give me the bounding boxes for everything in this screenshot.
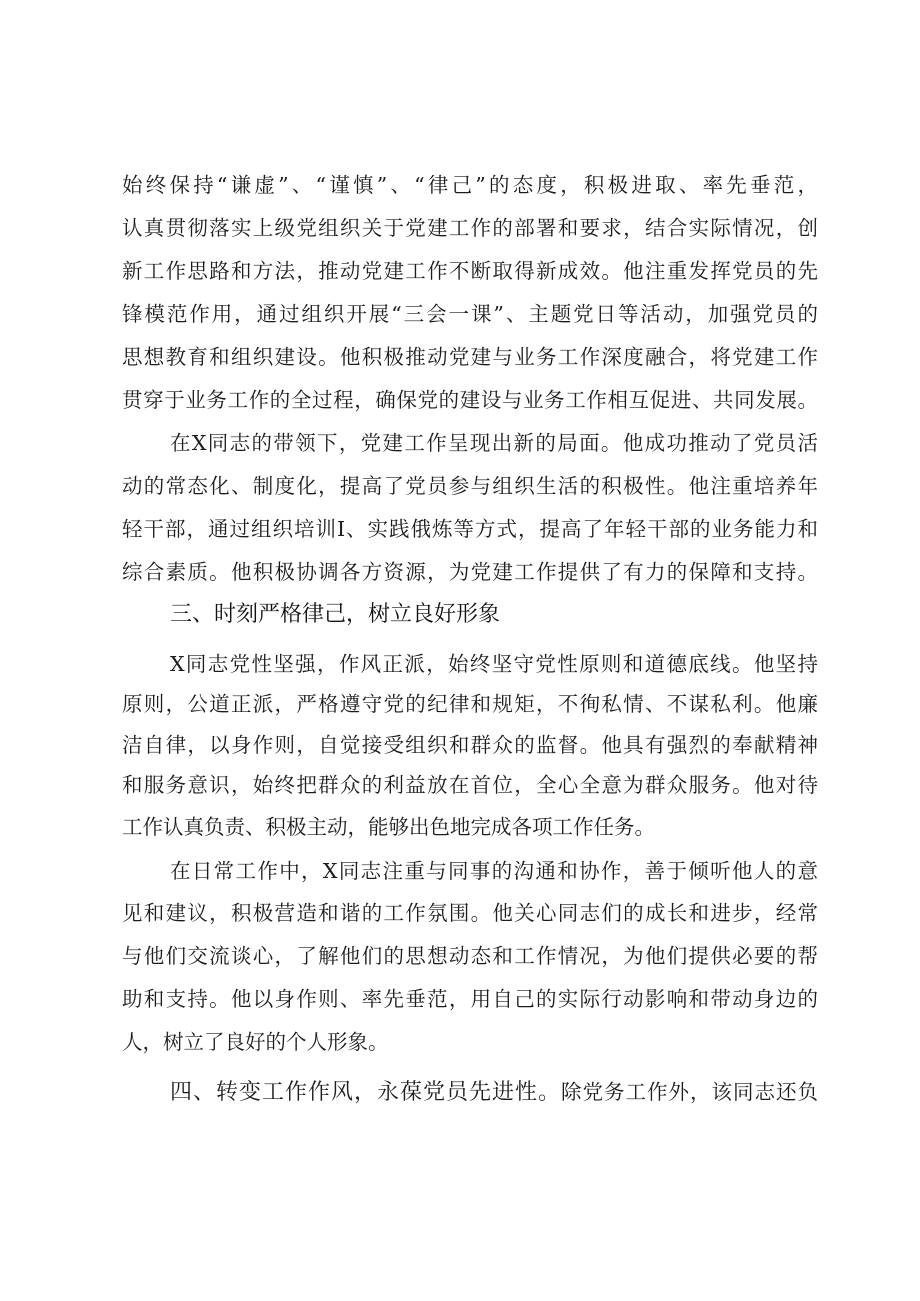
section-heading: 四、转变工作作风，永葆党员先进性。 bbox=[170, 1080, 561, 1105]
paragraph-line: X同志党性坚强，作风正派，始终坚守党性原则和道德底线。他坚持 bbox=[170, 652, 818, 676]
paragraph-line: 助和支持。他以身作则、率先垂范，用自己的实际行动影响和带动身边的 bbox=[122, 987, 818, 1011]
paragraph-line: 认真贯彻落实上级党组织关于党建工作的部署和要求，结合实际情况，创 bbox=[122, 216, 818, 240]
paragraph-line: 始终保持“谦虚”、“谨慎”、“律己”的态度，积极进取、率先垂范， bbox=[122, 173, 818, 197]
paragraph-line: 与他们交流谈心，了解他们的思想动态和工作情况，为他们提供必要的帮 bbox=[122, 944, 818, 968]
paragraph-line: 和服务意识，始终把群众的利益放在首位，全心全意为群众服务。他对待 bbox=[122, 773, 818, 797]
paragraph-line: 贯穿于业务工作的全过程，确保党的建设与业务工作相互促进、共同发展。 bbox=[122, 388, 818, 412]
paragraph-line: 洁自律，以身作则，自觉接受组织和群众的监督。他具有强烈的奉献精神 bbox=[122, 733, 818, 757]
paragraph-line: 思想教育和组织建设。他积极推动党建与业务工作深度融合，将党建工作 bbox=[122, 345, 818, 369]
heading-body-text: 除党务工作外，该同志还负 bbox=[561, 1080, 818, 1104]
paragraph-line: 在日常工作中，X同志注重与同事的沟通和协作，善于倾听他人的意 bbox=[170, 859, 818, 883]
paragraph-line: 轻干部，通过组织培训I、实践俄炼等方式，提高了年轻干部的业务能力和 bbox=[122, 517, 818, 541]
section-heading-line bbox=[170, 1077, 818, 1109]
paragraph-line: 原则，公道正派，严格遵守党的纪律和规矩，不徇私情、不谋私利。他廉 bbox=[122, 692, 818, 716]
paragraph-line: 在X同志的带领下，党建工作呈现出新的局面。他成功推动了党员活 bbox=[170, 431, 818, 455]
paragraph-line: 人，树立了良好的个人形象。 bbox=[122, 1030, 389, 1054]
paragraph-line: 动的常态化、制度化，提高了党员参与组织生活的积极性。他注重培养年 bbox=[122, 474, 818, 498]
paragraph-line: 新工作思路和方法，推动党建工作不断取得新成效。他注重发挥党员的先 bbox=[122, 259, 818, 283]
paragraph-line: 综合素质。他积极协调各方资源，为党建工作提供了有力的保障和支持。 bbox=[122, 560, 818, 584]
paragraph-line: 锋模范作用，通过组织开展“三会一课”、主题党日等活动，加强党员的 bbox=[122, 302, 818, 326]
paragraph-line: 工作认真负责、积极主动，能够出色地完成各项工作任务。 bbox=[122, 815, 655, 839]
paragraph-line: 见和建议，积极营造和谐的工作氛围。他关心同志们的成长和进步，经常 bbox=[122, 901, 818, 925]
section-heading: 三、时刻严格律己，树立良好形象 bbox=[170, 602, 501, 627]
